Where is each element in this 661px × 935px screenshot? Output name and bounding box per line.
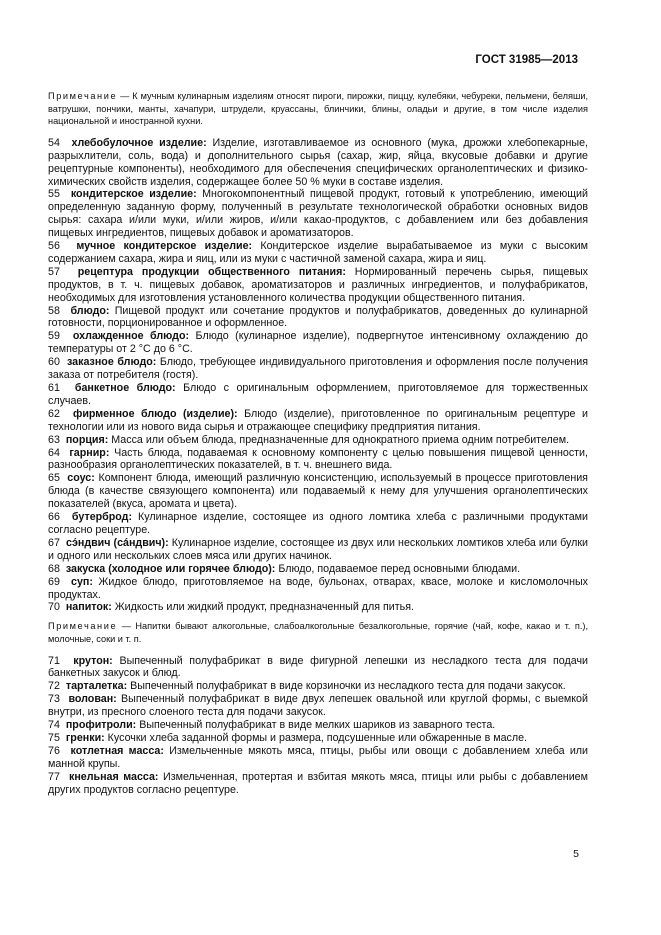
entry-term: блюдо: [70,304,110,317]
definition-entry [48,680,588,693]
entry-term: рецептура продукции общественного питания: [77,265,346,278]
definition-entry [48,576,588,602]
entry-term: профитроли: [65,719,137,732]
entry-number: 55 [48,188,60,201]
definition-entry [48,719,588,732]
definition-entry [48,537,588,563]
entry-term: напиток: [65,601,112,614]
definition-entry [48,408,588,434]
entry-definition: Кулинарное изделие, состоящее из одного ломтика хлеба с различными продуктами согласно рецептуре. [48,511,588,536]
entry-definition: Выпеченный полуфабрикат в виде мелких шариков из заварного теста. [136,719,496,732]
entry-number: 72 [48,680,60,693]
entry-number: 64 [48,446,60,459]
entry-number: 57 [48,265,60,278]
entry-number: 68 [48,562,60,575]
entry-term: кнельная масса: [68,770,159,783]
entry-term: суп: [71,575,93,588]
entry-number: 77 [48,770,60,783]
entry-term: котлетная масса: [70,744,164,757]
definition-entry [48,240,588,266]
entry-definition: Масса или объем блюда, предназначенные для однократного приема одним потребителем. [108,433,570,446]
definition-entry [48,330,588,356]
definition-entry [48,434,588,447]
entry-definition: Кусочки хлеба заданной формы и размера, подсушенные или обжаренные в масле. [104,731,528,744]
entry-term: фирменное блюдо (изделие): [72,407,238,420]
entry-term: гарнир: [69,446,110,459]
entry-term: охлажденное блюдо: [72,330,190,343]
entry-number: 66 [48,511,60,524]
entry-definition: Жидкость или жидкий продукт, предназначенный для питья. [111,601,414,614]
page-content [48,90,588,796]
definition-entry [48,693,588,719]
page-number: 5 [573,848,579,860]
entry-term: крутон: [73,654,113,667]
entry-definition: Выпеченный полуфабрикат в виде двух лепешек овальной или круглой формы, с выемкой внутри, из пресного слоеного теста для подачи закусок. [48,693,588,719]
entry-term: порция: [65,433,109,446]
entry-definition: Нормированный перечень сырья, пищевых продуктов, в т. ч. пищевых добавок, ароматизаторов и различных ингредиентов, и полуфабрикатов, необходимых для изготовления установленного количества продукции общественного питания. [48,265,588,304]
entry-term: бутерброд: [71,511,133,524]
entry-term: заказное блюдо: [67,356,157,369]
note-label: Примечание [48,91,118,101]
entry-definition: Кондитерское изделие вырабатываемое из муки с высоким содержанием сахара, жира и яиц, или из муки с частичной заменой сахара, жира и яиц. [48,240,588,265]
entry-definition: Пищевой продукт или сочетание продуктов и полуфабрикатов, доведенных до кулинарной готовности, порционированное и оформленное. [48,304,588,330]
definition-entry [48,745,588,771]
entry-term: хлебобулочное изделие: [71,136,207,149]
entry-term: банкетное блюдо: [74,382,176,394]
entry-definition: Блюдо, требующее индивидуального приготовления и оформления после получения заказа от потребителя (гостя). [48,356,588,382]
entry-definition: Блюдо (изделие), приготовленное по оригинальным рецептуре и технологии или из нового вида сырья и отражающее специфику предприятия питания. [48,407,588,433]
entry-number: 71 [48,654,60,667]
definition-entry [48,356,588,382]
note-label: Примечание [48,621,118,632]
note-2 [48,620,588,645]
definition-entry [48,601,588,614]
definition-entry [48,563,588,576]
entry-definition: Изделие, изготавливаемое из основного (мука, дрожжи хлебопекарные, разрыхлители, соль, вода) и дополнительного сырья (сахар, жир, яйца, вкусовые добавки и другие рецептурные компоненты), необходимого для обеспечения специфических органолептических и физико-химических свойств изделия, содержащее более 50 % муки в составе изделия. [48,136,588,188]
entry-number: 63 [48,433,60,446]
entry-definition: Блюдо (кулинарное изделие), подвергнутое интенсивному охлаждению до температуры от 2 °С до 6 °С. [48,330,588,356]
entry-number: 75 [48,731,60,744]
entry-definition: Измельченная, протертая и взбитая мякоть мяса, птицы или рыбы с добавлением других продуктов согласно рецептуре. [48,770,588,796]
entry-term: соус: [67,472,95,485]
note-text: — К мучным кулинарным изделиям относят пироги, пирожки, пиццу, кулебяки, чебуреки, пельмени, беляши, ватрушки, пончики, манты, хачапури, штрудели, круассаны, блинчики, блины, оладьи и другие, в том числе изделия национальной и иностранной кухни. [48,91,588,127]
entry-number: 70 [48,601,60,614]
entry-definition: Жидкое блюдо, приготовляемое на воде, бульонах, отварах, квасе, молоке и кисломолочных продуктах. [48,575,588,601]
definition-entry [48,511,588,537]
entry-number: 59 [48,330,60,343]
entry-term: гренки: [65,731,105,744]
entry-definition: Кулинарное изделие, состоящее из двух или нескольких ломтиков хлеба или булки и одного или нескольких слоев мяса или других начинок. [48,536,588,562]
entry-number: 61 [48,382,60,394]
entry-number: 69 [48,575,60,588]
note-1 [48,90,588,128]
entry-number: 56 [48,240,60,253]
entry-definition: Измельченные мякоть мяса, птицы, рыбы или овощи с добавлением хлеба или манной крупы. [48,744,588,770]
definition-entry [48,655,588,681]
entry-number: 76 [48,744,60,757]
definition-entry [48,266,588,305]
definition-entry [48,472,588,511]
entry-definition: Выпеченный полуфабрикат в виде фигурной лепешки из несладкого теста для подачи банкетных закусок и блюд. [48,654,588,680]
entry-number: 73 [48,693,60,706]
entry-number: 60 [48,356,60,369]
entry-definition: Компонент блюда, имеющий различную консистенцию, используемый в процессе приготовления блюда (в качестве связующего компонента) или подаваемый к нему для улучшения органолептических показателей (вкуса, аромата и цвета). [48,472,588,511]
entry-number: 65 [48,472,60,485]
definition-entry [48,382,588,408]
entry-definition: Выпеченный полуфабрикат в виде корзиночки из несладкого теста для подачи закусок. [127,680,566,693]
entry-term: закуска (холодное или горячее блюдо): [65,562,276,575]
definitions-list-a [48,137,588,615]
definition-entry [48,732,588,745]
entry-term: волован: [68,693,117,706]
definition-entry [48,188,588,240]
entry-number: 74 [48,719,60,732]
entry-number: 62 [48,407,60,420]
entry-term: мучное кондитерское изделие: [76,240,253,253]
note-text: — Напитки бывают алкогольные, слабоалкогольные безалкогольные, горячие (чай, кофе, какао и т. п.), молочные, соки и т. п. [48,621,588,644]
entry-definition: Многокомпонентный пищевой продукт, готовый к употреблению, имеющий определенную заданную форму, полученный в результате технологической обработки основных видов сырья: сахара и/или муки, и/или жиров, и/или какао-продуктов, с добавлением или без добавления пищевых ингредиентов, пищевых добавок и ароматизаторов. [48,188,588,240]
definition-entry [48,137,588,189]
document-code: ГОСТ 31985—2013 [475,54,578,66]
definition-entry [48,305,588,331]
definitions-list-b [48,655,588,797]
entry-term: кондитерское изделие: [70,188,197,201]
entry-definition: Часть блюда, подаваемая к основному компоненту с целью повышения пищевой ценности, разнообразия органолептических показателей, в т. ч. внешнего вида. [48,446,588,472]
entry-term: сэ́ндвич (сáндвич): [66,536,169,549]
definition-entry [48,447,588,473]
entry-definition: Блюдо, подаваемое перед основными блюдами. [275,562,521,575]
definition-entry [48,771,588,797]
entry-number: 67 [48,536,60,549]
entry-term: тарталетка: [65,680,128,693]
entry-number: 54 [48,136,60,149]
entry-definition: Блюдо с оригинальным оформлением, приготовляемое для торжественных случаев. [48,382,588,407]
entry-number: 58 [48,304,60,317]
